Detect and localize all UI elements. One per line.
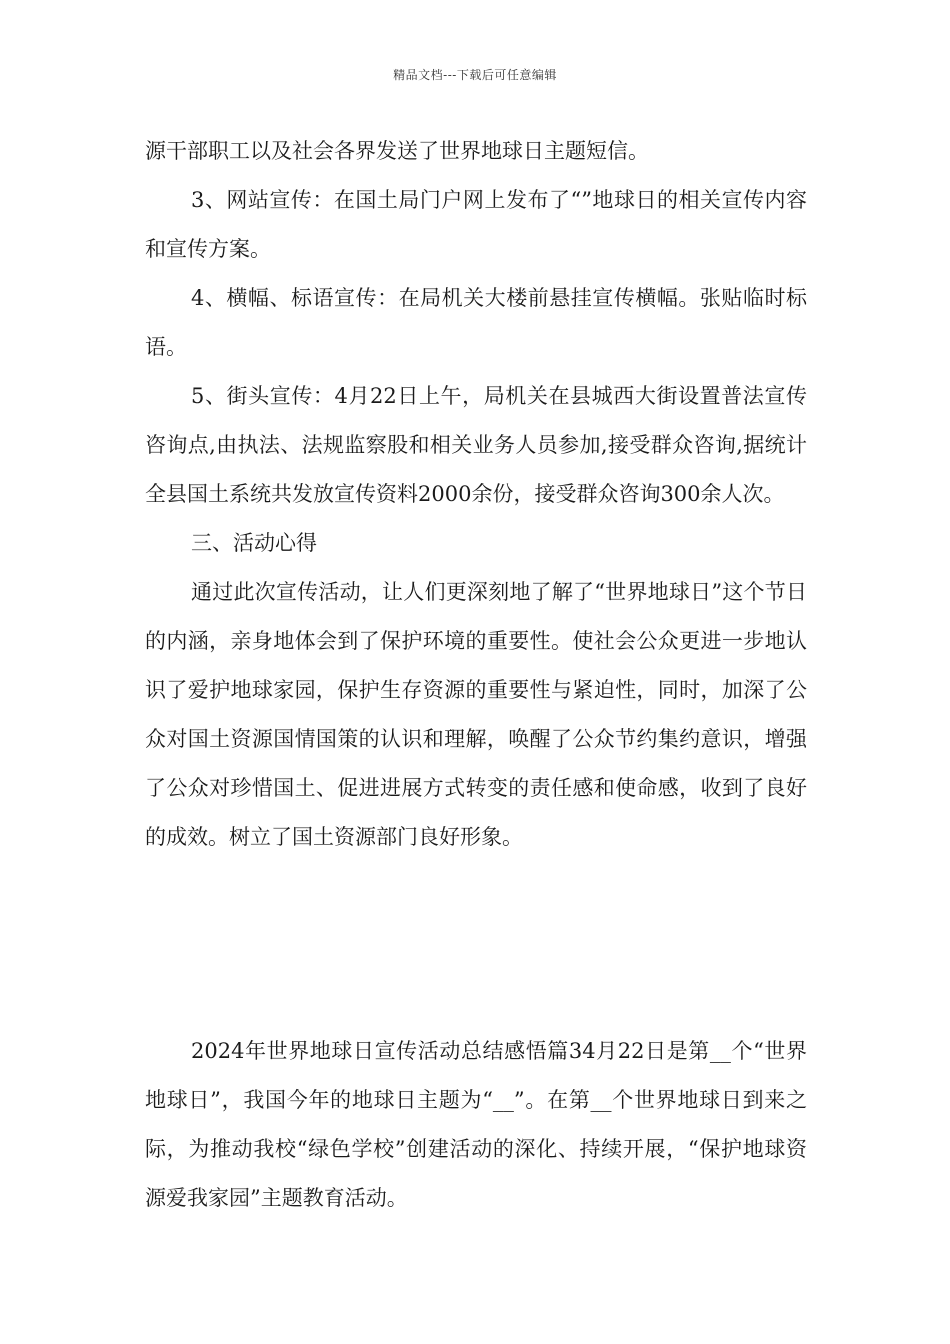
paragraph-website-publicity: 3、网站宣传：在国土局门户网上发布了“”地球日的相关宣传内容和宣传方案。 <box>145 188 807 261</box>
paragraph-street-publicity: 5、街头宣传：4月22日上午，局机关在县城西大街设置普法宣传咨询点,由执法、法规监察股和相关业务人员参加,接受群众咨询,据统计全县国土系统共发放宣传资料2000余份，接受群众咨询300余人次。 <box>145 384 807 506</box>
paragraph-activity-insights: 通过此次宣传活动，让人们更深刻地了解了“世界地球日”这个节日的内涵，亲身地体会到了保护环境的重要性。使社会公众更进一步地认识了爱护地球家园，保护生存资源的重要性与紧迫性，同时，加深了公众对国土资源国情国策的认识和理解，唤醒了公众节约集约意识，增强了公众对珍惜国土、促进进展方式转变的责任感和使命感，收到了良好的成效。树立了国土资源部门良好形象。 <box>145 580 807 849</box>
paragraph-banner-publicity: 4、横幅、标语宣传：在局机关大楼前悬挂宣传横幅。张贴临时标语。 <box>145 286 807 359</box>
paragraph-continuation: 源干部职工以及社会各界发送了世界地球日主题短信。 <box>145 139 649 163</box>
document-body-section-1 <box>145 127 807 862</box>
page-header: 精品文档---下载后可任意编辑 <box>393 68 557 82</box>
document-body-section-2 <box>145 1027 807 1223</box>
section-heading-activity-insights: 三、活动心得 <box>191 531 317 555</box>
paragraph-earth-day-summary: 2024年世界地球日宣传活动总结感悟篇34月22日是第__个“世界地球日”，我国今年的地球日主题为“__”。在第__个世界地球日到来之际，为推动我校“绿色学校”创建活动的深化、持续开展，“保护地球资源爱我家园”主题教育活动。 <box>145 1039 807 1210</box>
